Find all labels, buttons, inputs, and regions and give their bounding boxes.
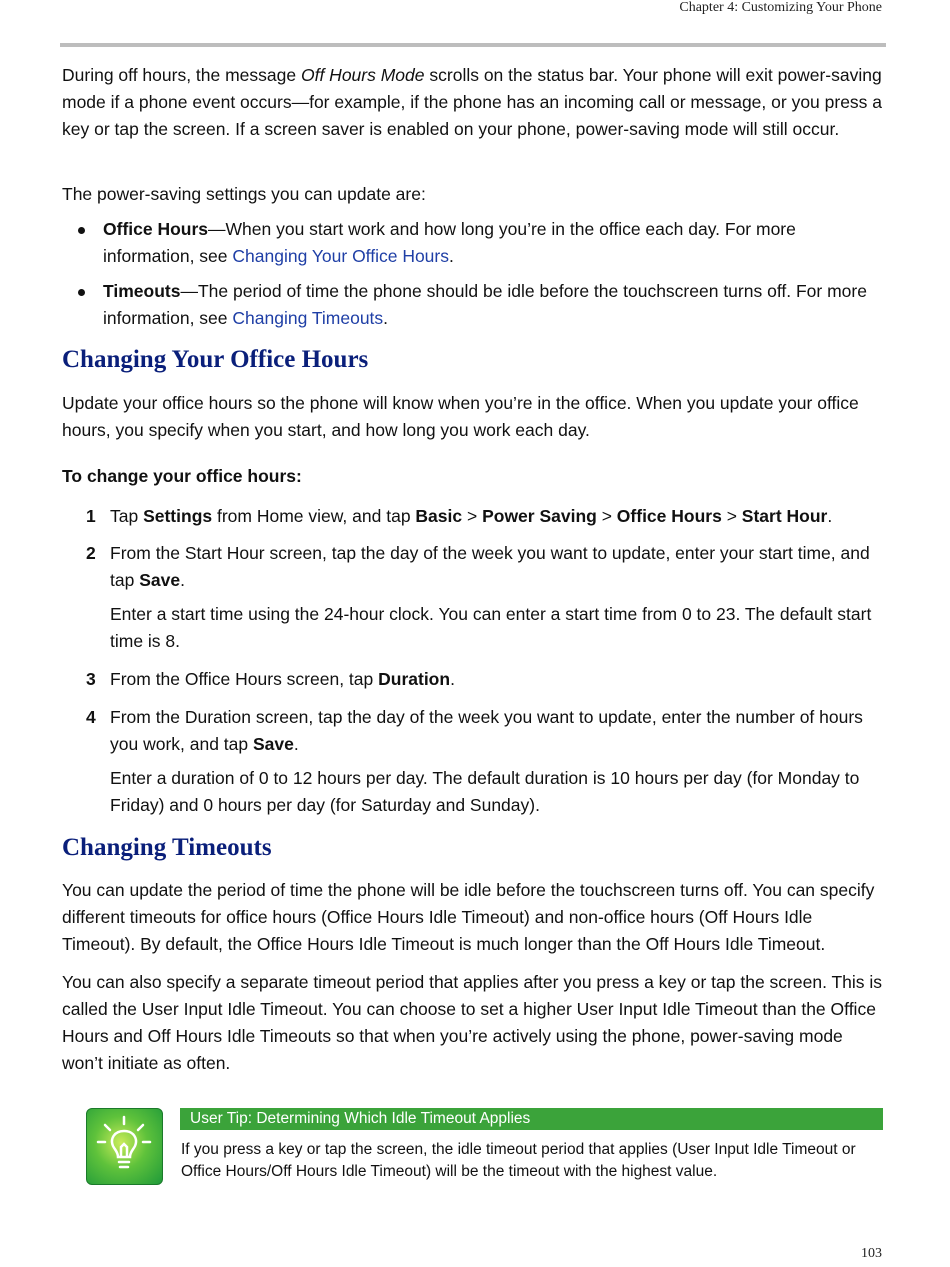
step-bold: Power Saving <box>482 506 597 526</box>
step-text: > <box>596 506 617 526</box>
bullet-text: —The period of time the phone should be idle before the touchscreen turns off. For more information, see <box>103 281 867 328</box>
bullet-end: . <box>383 308 389 328</box>
timeouts-paragraph-2: You can also specify a separate timeout period that applies after you press a key or tap the screen. This is called the User Input Idle Timeout. You can choose to set a higher User Input Idle Timeout than the Office Hours and Off Hours Idle Timeouts so that when you’re actively using the phone, power-saving mode won’t initiate as often. <box>62 972 883 1073</box>
step-4-note: Enter a duration of 0 to 12 hours per day. The default duration is 10 hours per day (for Monday to Friday) and 0 hours per day (for Saturday and Sunday). <box>110 768 860 815</box>
bullet-timeouts <box>62 278 886 332</box>
heading-changing-office-hours: Changing Your Office Hours <box>62 346 369 373</box>
bullet-dot <box>78 289 85 296</box>
bullet-term: Office Hours <box>103 219 209 239</box>
bullet-dot <box>78 227 85 234</box>
step-bold: Basic <box>415 506 463 526</box>
step-number: 2 <box>86 543 96 563</box>
step-4 <box>62 704 886 758</box>
step-text: . <box>180 570 185 590</box>
bullet-office-hours <box>62 216 886 270</box>
step-number: 3 <box>86 669 96 689</box>
header-rule <box>60 43 886 47</box>
step-2 <box>62 540 886 594</box>
step-text: > <box>462 506 483 526</box>
procedure-title: To change your office hours: <box>62 466 302 486</box>
step-1 <box>62 503 886 530</box>
lightbulb-icon-graphic <box>87 1109 162 1184</box>
step-text: from Home view, and tap <box>212 506 416 526</box>
step-2-note: Enter a start time using the 24-hour clock. You can enter a start time from 0 to 23. The default start time is 8. <box>110 604 872 651</box>
lightbulb-icon <box>86 1108 163 1185</box>
link-changing-timeouts[interactable]: Changing Timeouts <box>232 308 384 328</box>
step-text: Tap <box>110 506 144 526</box>
step-text: From the Office Hours screen, tap <box>110 669 379 689</box>
chapter-header: Chapter 4: Customizing Your Phone <box>679 0 882 15</box>
step-text: From the Start Hour screen, tap the day of the week you want to update, enter your start time, and tap <box>110 543 870 590</box>
step-3 <box>62 666 886 693</box>
step-text: . <box>293 734 299 754</box>
step-number: 4 <box>86 707 96 727</box>
off-hours-mode-emphasis: Off Hours Mode <box>300 65 425 85</box>
step-number: 1 <box>86 506 96 526</box>
step-bold: Settings <box>143 506 213 526</box>
settings-bullet-list <box>62 216 886 332</box>
step-text: . <box>450 669 455 689</box>
step-text: . <box>827 506 833 526</box>
intro-text-b: scrolls on the status bar. Your phone will exit power-saving mode if a phone event occurs—for example, if the phone has an incoming call or message, or you press a key or tap the screen. If a screen saver is enabled on your phone, power-saving mode will still occur. <box>62 65 883 139</box>
heading-changing-timeouts: Changing Timeouts <box>62 834 272 861</box>
tip-text: If you press a key or tap the screen, the idle timeout period that applies (User Input Idle Timeout or Office Hours/Off Hours Idle Timeout) will be the timeout with the highest value. <box>181 1141 856 1180</box>
step-bold: Save <box>139 570 181 590</box>
bullet-end: . <box>449 246 454 266</box>
intro-paragraph-1 <box>62 62 886 143</box>
step-text: From the Duration screen, tap the day of the week you want to update, enter the number of hours you work, and tap <box>110 707 863 754</box>
step-bold: Duration <box>378 669 451 689</box>
timeouts-paragraph-1: You can update the period of time the phone will be idle before the touchscreen turns off. You can specify different timeouts for office hours (Office Hours Idle Timeout) and non-office hours (Off Hours Idle Timeout). By default, the Office Hours Idle Timeout is much longer than the Off Hours Idle Timeout. <box>62 880 875 954</box>
step-bold: Save <box>253 734 294 754</box>
tip-title-bar: User Tip: Determining Which Idle Timeout Applies <box>180 1108 883 1130</box>
bullet-term: Timeouts <box>103 281 181 301</box>
step-bold: Start Hour <box>741 506 828 526</box>
bullet-text: —When you start work and how long you’re in the office each day. For more information, see <box>103 219 796 266</box>
link-changing-office-hours[interactable]: Changing Your Office Hours <box>232 246 449 266</box>
step-text: > <box>721 506 742 526</box>
office-hours-paragraph: Update your office hours so the phone will know when you’re in the office. When you update your office hours, you specify when you start, and how long you work each day. <box>62 393 859 440</box>
intro-text-a: During off hours, the message <box>62 65 301 85</box>
intro-paragraph-2: The power-saving settings you can update are: <box>62 184 426 204</box>
page-number: 103 <box>861 1246 882 1261</box>
step-bold: Office Hours <box>616 506 722 526</box>
